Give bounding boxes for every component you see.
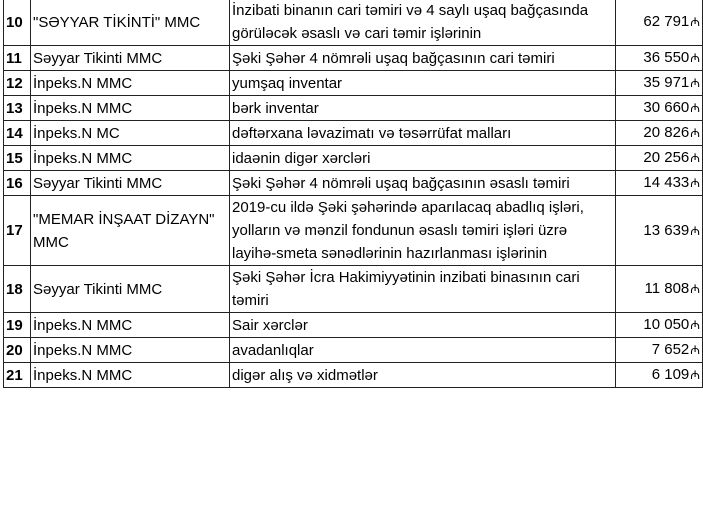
contracts-table — [3, 0, 703, 388]
amount-value: 20 826 — [643, 124, 690, 141]
table-row — [4, 146, 703, 171]
contract-amount — [616, 196, 703, 266]
amount-value: 30 660 — [643, 99, 690, 116]
manat-currency-icon: ₼ — [690, 282, 700, 296]
table-row — [4, 363, 703, 388]
company-name: Səyyar Tikinti MMC — [31, 46, 230, 71]
contracts-table-body — [4, 0, 703, 388]
row-number: 16 — [4, 171, 31, 196]
table-row — [4, 0, 703, 46]
manat-currency-icon: ₼ — [690, 176, 700, 190]
contract-amount — [616, 46, 703, 71]
table-row — [4, 121, 703, 146]
contract-amount — [616, 121, 703, 146]
work-description: digər alış və xidmətlər — [230, 363, 616, 388]
work-description: Sair xərclər — [230, 313, 616, 338]
work-description: Şəki Şəhər 4 nömrəli uşaq bağçasının əsaslı təmiri — [230, 171, 616, 196]
table-row — [4, 266, 703, 313]
manat-currency-icon: ₼ — [690, 101, 700, 115]
manat-currency-icon: ₼ — [690, 151, 700, 165]
manat-currency-icon: ₼ — [690, 368, 700, 382]
contract-amount — [616, 338, 703, 363]
table-row — [4, 46, 703, 71]
row-number: 20 — [4, 338, 31, 363]
amount-value: 11 808 — [644, 280, 690, 297]
row-number: 13 — [4, 96, 31, 121]
work-description: bərk inventar — [230, 96, 616, 121]
company-name: "SƏYYAR TİKİNTİ" MMC — [31, 0, 230, 46]
work-description: Şəki Şəhər 4 nömrəli uşaq bağçasının cari təmiri — [230, 46, 616, 71]
manat-currency-icon: ₼ — [690, 76, 700, 90]
contract-amount — [616, 146, 703, 171]
row-number: 21 — [4, 363, 31, 388]
manat-currency-icon: ₼ — [690, 126, 700, 140]
table-row — [4, 338, 703, 363]
row-number: 11 — [4, 46, 31, 71]
amount-value: 10 050 — [643, 316, 690, 333]
amount-value: 7 652 — [651, 341, 690, 358]
amount-value: 20 256 — [643, 149, 690, 166]
company-name: İnpeks.N MC — [31, 121, 230, 146]
work-description: İnzibati binanın cari təmiri və 4 saylı uşaq bağçasında görüləcək əsaslı və cari təmir işlərinin — [230, 0, 616, 46]
manat-currency-icon: ₼ — [690, 318, 700, 332]
company-name: Səyyar Tikinti MMC — [31, 266, 230, 313]
work-description: Şəki Şəhər İcra Hakimiyyətinin inzibati binasının cari təmiri — [230, 266, 616, 313]
contract-amount — [616, 363, 703, 388]
amount-value: 13 639 — [643, 221, 690, 239]
row-number: 18 — [4, 266, 31, 313]
row-number: 15 — [4, 146, 31, 171]
work-description: dəftərxana ləvazimatı və təsərrüfat malları — [230, 121, 616, 146]
company-name: İnpeks.N MMC — [31, 146, 230, 171]
manat-currency-icon: ₼ — [690, 343, 700, 357]
table-row — [4, 171, 703, 196]
work-description: yumşaq inventar — [230, 71, 616, 96]
contract-amount — [616, 96, 703, 121]
table-row — [4, 71, 703, 96]
amount-value: 6 109 — [651, 366, 690, 383]
work-description: 2019-cu ildə Şəki şəhərində aparılacaq abadlıq işləri, yolların və mənzil fondunun əsaslı təmiri işləri üzrə layihə-smeta sənədlərinin hazırlanması işlərinin — [230, 196, 616, 266]
contract-amount — [616, 313, 703, 338]
contract-amount — [616, 0, 703, 46]
work-description: avadanlıqlar — [230, 338, 616, 363]
company-name: İnpeks.N MMC — [31, 313, 230, 338]
work-description: idaənin digər xərcləri — [230, 146, 616, 171]
row-number: 19 — [4, 313, 31, 338]
row-number: 14 — [4, 121, 31, 146]
manat-currency-icon: ₼ — [690, 15, 700, 29]
contract-amount — [616, 71, 703, 96]
amount-value: 62 791 — [643, 13, 690, 30]
amount-value: 14 433 — [643, 174, 690, 191]
table-row — [4, 313, 703, 338]
table-row — [4, 96, 703, 121]
row-number: 17 — [4, 196, 31, 266]
row-number: 10 — [4, 0, 31, 46]
amount-value: 36 550 — [643, 49, 690, 66]
manat-currency-icon: ₼ — [690, 51, 700, 65]
table-row — [4, 196, 703, 266]
company-name: İnpeks.N MMC — [31, 71, 230, 96]
company-name: İnpeks.N MMC — [31, 338, 230, 363]
company-name: "MEMAR İNŞAAT DİZAYN" MMC — [31, 196, 230, 266]
contract-amount — [616, 171, 703, 196]
company-name: İnpeks.N MMC — [31, 96, 230, 121]
manat-currency-icon: ₼ — [690, 223, 700, 238]
company-name: İnpeks.N MMC — [31, 363, 230, 388]
contract-amount — [616, 266, 703, 313]
amount-value: 35 971 — [643, 74, 690, 91]
company-name: Səyyar Tikinti MMC — [31, 171, 230, 196]
row-number: 12 — [4, 71, 31, 96]
